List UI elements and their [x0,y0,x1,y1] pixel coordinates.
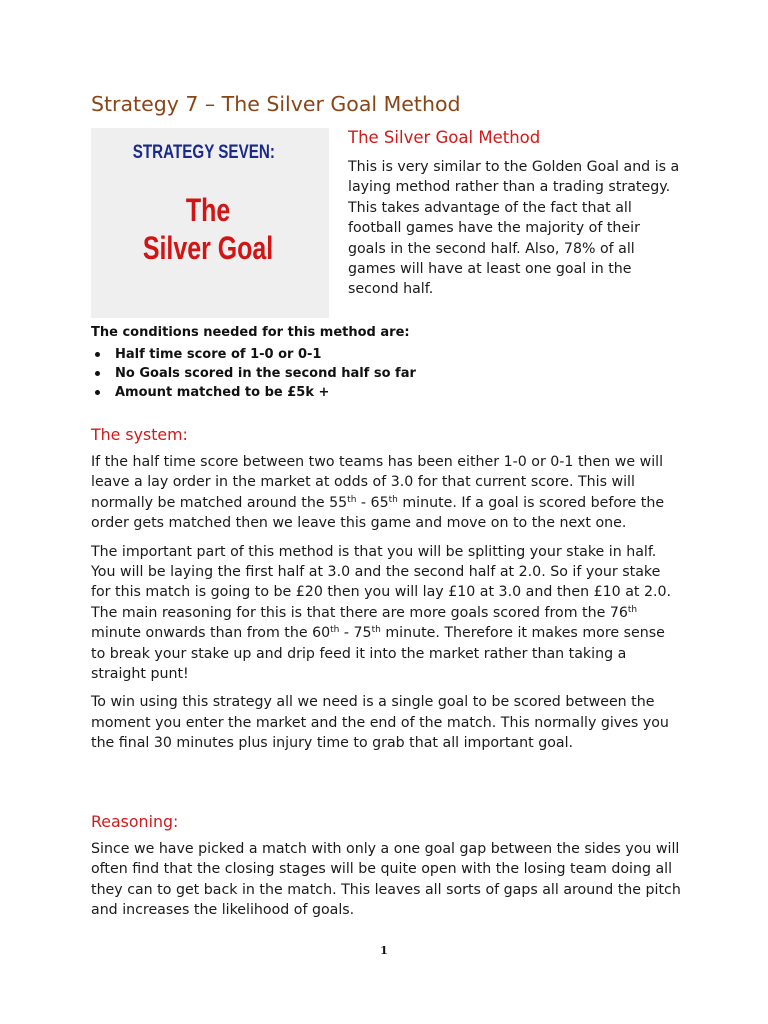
page-number: 1 [380,944,388,957]
system-paragraph-2: The important part of this method is that you will be splitting your stake in half. You will be laying the first half at 3.0 and the second half at 2.0. So if your stake for this match is going to be £20 then you will lay £10 at 3.0 and then £10 at 2.0. The main reasoning for this is that there are more goals scored from the 76th minute onwards than from the 60th - 75th minute. Therefore it makes more sense to break your stake up and drip feed it into the market rather than taking a straight punt! [91,543,672,683]
bullet-icon [95,352,100,357]
reasoning-section [91,812,681,921]
list-item [115,364,691,383]
intro-subheading: The Silver Goal Method [348,128,541,147]
condition-text: Amount matched to be £5k + [115,385,330,400]
page-title: Strategy 7 – The Silver Goal Method [91,92,461,116]
bullet-icon [95,371,100,376]
reasoning-paragraph: Since we have picked a match with only a one goal gap between the sides you will often find that the closing stages will be quite open with the losing team doing all they can to get back in the match. This leaves all sorts of gaps all around the pitch and increases the likelihood of goals. [91,841,681,919]
system-section [91,425,681,754]
list-item [115,345,691,364]
list-item [115,383,691,402]
system-paragraph-3: To win using this strategy all we need is a single goal to be scored between the moment you enter the market and the end of the match. This normally gives you the final 30 minutes plus injury time to grab that all important goal. [91,694,669,752]
bullet-icon [95,390,100,395]
system-paragraph-1: If the half time score between two teams has been either 1-0 or 0-1 then we will leave a lay order in the market at odds of 3.0 for that current score. This will normally be matched around the 55th - 65th minute. If a goal is scored before the order gets matched then we leave this game and move on to the next one. [91,454,665,532]
system-heading: The system: [91,425,188,444]
condition-text: Half time score of 1-0 or 0-1 [115,347,322,362]
strategy-banner-image [91,128,329,318]
banner-line-strategy-seven: STRATEGY SEVEN: [132,142,275,163]
intro-box [348,128,680,300]
reasoning-heading: Reasoning: [91,812,179,831]
banner-line-silver-goal: Silver Goal [142,230,274,266]
conditions-block [91,325,691,402]
condition-text: No Goals scored in the second half so far [115,366,416,381]
conditions-lead: The conditions needed for this method are: [91,325,410,340]
banner-line-the: The [185,192,231,228]
intro-paragraph: This is very similar to the Golden Goal and is a laying method rather than a trading strategy. This takes advantage of the fact that all football games have the majority of their goals in the second half. Also, 78% of all games will have at least one goal in the second half. [348,159,680,298]
conditions-list [91,345,691,402]
